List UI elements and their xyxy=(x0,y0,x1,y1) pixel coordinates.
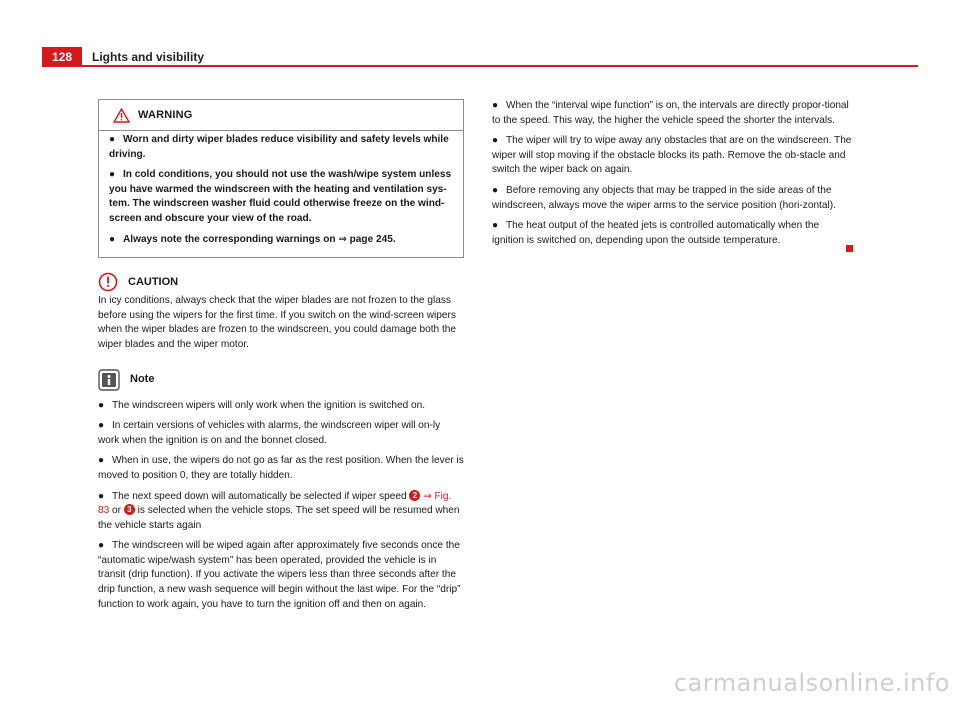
warning-box xyxy=(98,99,464,258)
running-title: Lights and visibility xyxy=(92,50,205,64)
left-column xyxy=(98,99,464,618)
speed-3-badge: 3 xyxy=(124,504,135,515)
caution-circle-icon xyxy=(98,272,118,292)
speed-2-badge: 2 xyxy=(409,490,420,501)
warning-header xyxy=(99,100,463,131)
warning-title: WARNING xyxy=(138,108,193,121)
warning-triangle-icon xyxy=(113,108,130,123)
note-bullet: ● The next speed down will automatically be selected if wiper speed 2 ⇒ Fig. 83 or 3 is selected when the vehicle stops. The set speed will be resumed when the vehicle starts again xyxy=(98,490,460,531)
header-rule xyxy=(82,65,918,67)
note-bullet: ● In certain versions of vehicles with alarms, the windscreen wiper will on-ly work when the ignition is on and the bonnet closed. xyxy=(98,420,441,446)
warning-body xyxy=(99,131,463,257)
caution-section xyxy=(98,270,464,352)
note-bullet: ● The windscreen will be wiped again after approximately five seconds once the “automatic wipe/wash system” has been operated, provided the vehicle is in transit (drip function). If you activate the wipers less than three seconds after the drip function, a new wash sequence will begin without the last wipe. For the “drip” function to work again, you have to turn the ignition off and then on again. xyxy=(98,540,461,610)
note-bullet: ● The windscreen wipers will only work when the ignition is switched on. xyxy=(98,399,426,411)
caution-text: In icy conditions, always check that the wiper blades are not frozen to the glass before using the wipers for the first time. If you switch on the wind-screen wipers when the wiper blades are frozen to the windscreen, you could damage both the wiper blades and the wiper motor. xyxy=(98,295,456,350)
warning-bullet: ● In cold conditions, you should not use the wash/wipe system unless you have warmed the windscreen with the heating and ventilation sys-tem. The windscreen washer fluid could otherwise freeze on the wind-screen and obscure your view of the road. xyxy=(109,169,452,224)
note-header xyxy=(98,367,464,393)
caution-header xyxy=(98,270,464,294)
note-section xyxy=(98,367,464,613)
page-number: 128 xyxy=(42,47,82,67)
right-bullet: ● When the “interval wipe function” is on, the intervals are directly propor-tional to the speed. This way, the higher the vehicle speed the shorter the intervals. xyxy=(492,100,849,126)
note-title: Note xyxy=(130,373,155,386)
right-bullet: ● The wiper will try to wipe away any obstacles that are on the windscreen. The wiper will stop moving if the obstacle blocks its path. Remove the ob-stacle and switch the wiper back on again. xyxy=(492,135,852,176)
right-column xyxy=(492,99,852,254)
warning-bullet: ● Worn and dirty wiper blades reduce visibility and safety levels while driving. xyxy=(109,134,449,160)
caution-title: CAUTION xyxy=(128,275,179,288)
fig-83-link[interactable]: ⇒ Fig. 83 xyxy=(98,490,452,517)
warning-bullet: ● Always note the corresponding warnings on ⇒ page 245. xyxy=(109,233,396,245)
info-icon xyxy=(98,369,120,391)
right-bullet: ● The heat output of the heated jets is controlled automatically when the ignition is switched on, depending upon the outside temperature. xyxy=(492,220,820,246)
note-bullet: ● When in use, the wipers do not go as far as the rest position. When the lever is moved to position 0, they are totally hidden. xyxy=(98,455,464,481)
watermark: carmanualsonline.info xyxy=(673,669,950,697)
right-bullet: ● Before removing any objects that may be trapped in the side areas of the windscreen, always move the wiper arms to the service position (hori-zontal). xyxy=(492,184,836,211)
section-end-marker xyxy=(846,245,853,252)
